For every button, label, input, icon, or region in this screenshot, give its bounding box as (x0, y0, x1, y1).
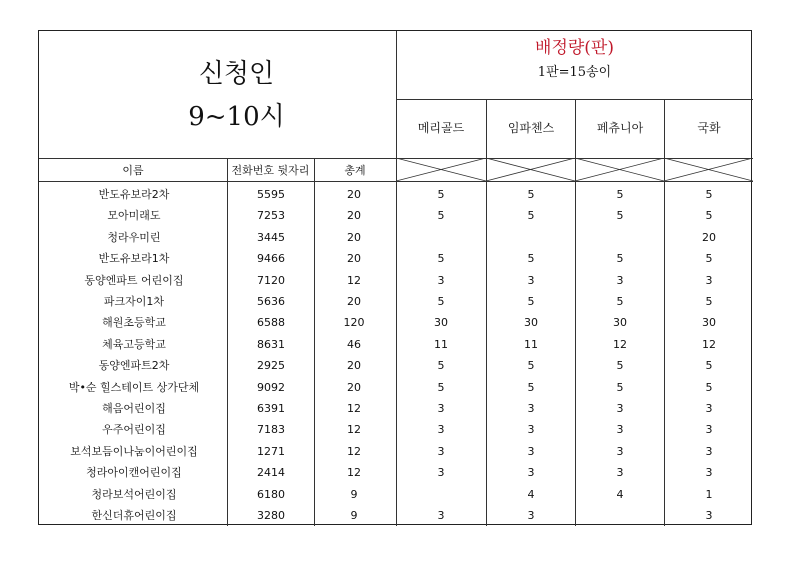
divider (39, 181, 753, 182)
row-applicant-name: 파크자이1차 (103, 295, 165, 308)
row-qty-petunia: 3 (616, 423, 624, 437)
row-qty-petunia: 5 (616, 295, 624, 308)
row-total: 9 (350, 487, 358, 501)
row-qty-chrysanthemum: 20 (702, 230, 716, 244)
row-qty-chrysanthemum: 3 (705, 402, 713, 415)
row-qty-marigold: 3 (437, 402, 445, 415)
row-phone-last4: 7120 (257, 273, 285, 287)
row-qty-chrysanthemum: 30 (702, 316, 716, 330)
row-applicant-name: 우주어린이집 (102, 423, 166, 437)
row-applicant-name: 모아미래도 (107, 209, 161, 223)
row-qty-petunia: 5 (616, 188, 624, 201)
row-qty-marigold: 11 (434, 337, 448, 351)
row-phone-last4: 9466 (257, 252, 285, 266)
row-qty-impatiens: 5 (527, 188, 535, 201)
row-qty-petunia: 3 (616, 444, 624, 458)
allocation-note: 1판=15송이 (537, 65, 612, 80)
column-header-name: 이름 (122, 164, 144, 177)
flower-header-petunia: 페츄니아 (596, 121, 644, 135)
row-qty-chrysanthemum: 12 (702, 337, 716, 351)
row-total: 20 (347, 359, 361, 373)
flower-header-marigold: 메리골드 (417, 121, 465, 135)
row-phone-last4: 5595 (257, 188, 285, 201)
allocation-sheet (38, 30, 752, 525)
row-applicant-name: 청라아이캔어린이집 (86, 466, 182, 480)
row-applicant-name: 동양엔파트2차 (98, 359, 170, 373)
row-qty-marigold: 5 (437, 188, 445, 201)
row-total: 12 (347, 444, 361, 458)
row-qty-marigold: 5 (437, 380, 445, 394)
row-total: 46 (347, 337, 361, 351)
row-qty-impatiens: 5 (527, 359, 535, 373)
allocation-title: 배정량(판) (535, 38, 614, 58)
row-qty-marigold: 30 (434, 316, 448, 330)
row-qty-petunia: 5 (616, 380, 624, 394)
row-qty-petunia (576, 227, 664, 248)
row-qty-petunia: 5 (616, 209, 624, 223)
row-applicant-name: 해원초등학교 (102, 316, 166, 330)
row-applicant-name: 체육고등학교 (102, 337, 166, 351)
row-qty-chrysanthemum: 5 (705, 380, 713, 394)
time-slot: 9~10시 (188, 102, 285, 132)
row-qty-petunia: 3 (616, 273, 624, 287)
row-qty-impatiens (487, 227, 575, 248)
row-qty-marigold: 5 (437, 359, 445, 373)
row-phone-last4: 6391 (257, 402, 285, 415)
row-qty-marigold: 3 (437, 444, 445, 458)
row-total: 120 (343, 316, 365, 330)
row-qty-impatiens: 3 (527, 466, 535, 480)
row-qty-marigold: 3 (437, 466, 445, 480)
flower-header-impatiens: 임파첸스 (507, 121, 555, 135)
row-qty-petunia: 5 (616, 359, 624, 373)
row-qty-chrysanthemum: 1 (705, 487, 713, 501)
row-total: 12 (347, 466, 361, 480)
row-total: 12 (347, 423, 361, 437)
row-phone-last4: 5636 (257, 295, 285, 308)
row-applicant-name: 반도유보라1차 (98, 252, 170, 266)
row-qty-marigold: 3 (437, 509, 445, 522)
row-total: 12 (347, 402, 361, 415)
applicant-title: 신청인 (198, 59, 275, 89)
row-qty-impatiens: 5 (527, 252, 535, 266)
row-qty-impatiens: 3 (527, 509, 535, 522)
row-qty-petunia (576, 505, 664, 526)
row-qty-impatiens: 3 (527, 402, 535, 415)
row-qty-chrysanthemum: 3 (705, 466, 713, 480)
row-total: 20 (347, 209, 361, 223)
row-qty-marigold (397, 484, 485, 505)
row-phone-last4: 9092 (257, 380, 285, 394)
row-qty-petunia: 30 (613, 316, 627, 330)
row-qty-impatiens: 3 (527, 444, 535, 458)
row-applicant-name: 보석보듬이나눔이어린이집 (70, 444, 198, 458)
row-qty-marigold: 5 (437, 209, 445, 223)
row-qty-impatiens: 4 (527, 487, 535, 501)
row-qty-petunia: 3 (616, 466, 624, 480)
row-qty-marigold: 5 (437, 295, 445, 308)
row-total: 9 (350, 509, 358, 522)
header-diagonal-lines (396, 158, 753, 181)
row-qty-chrysanthemum: 5 (705, 295, 713, 308)
row-applicant-name: 해음어린이집 (102, 402, 166, 415)
row-qty-impatiens: 5 (527, 295, 535, 308)
row-total: 20 (347, 295, 361, 308)
row-qty-petunia: 3 (616, 402, 624, 415)
row-qty-chrysanthemum: 3 (705, 444, 713, 458)
row-qty-marigold: 5 (437, 252, 445, 266)
row-phone-last4: 1271 (257, 444, 285, 458)
row-total: 12 (347, 273, 361, 287)
row-qty-impatiens: 30 (524, 316, 538, 330)
column-header-phone: 전화번호 뒷자리 (231, 164, 310, 177)
row-phone-last4: 7183 (257, 423, 285, 437)
row-qty-chrysanthemum: 5 (705, 359, 713, 373)
row-qty-chrysanthemum: 5 (705, 188, 713, 201)
row-phone-last4: 2414 (257, 466, 285, 480)
row-qty-impatiens: 5 (527, 380, 535, 394)
row-qty-marigold (397, 227, 485, 248)
flower-header-chrysanthemum: 국화 (697, 121, 721, 135)
row-applicant-name: 반도유보라2차 (98, 188, 170, 201)
row-qty-chrysanthemum: 5 (705, 252, 713, 266)
row-qty-marigold: 3 (437, 423, 445, 437)
row-qty-impatiens: 5 (527, 209, 535, 223)
row-total: 20 (347, 230, 361, 244)
row-phone-last4: 2925 (257, 359, 285, 373)
row-total: 20 (347, 380, 361, 394)
row-applicant-name: 청라보석어린이집 (91, 487, 177, 501)
row-phone-last4: 7253 (257, 209, 285, 223)
row-applicant-name: 한신더휴어린이집 (91, 509, 177, 522)
row-qty-marigold: 3 (437, 273, 445, 287)
row-total: 20 (347, 252, 361, 266)
row-qty-chrysanthemum: 3 (705, 509, 713, 522)
row-qty-petunia: 4 (616, 487, 624, 501)
row-qty-impatiens: 3 (527, 273, 535, 287)
row-applicant-name: 박•순 힐스테이트 상가단체 (68, 380, 200, 394)
row-phone-last4: 6588 (257, 316, 285, 330)
row-total: 20 (347, 188, 361, 201)
row-qty-chrysanthemum: 3 (705, 273, 713, 287)
row-phone-last4: 3280 (257, 509, 285, 522)
row-applicant-name: 청라우미린 (107, 230, 161, 244)
row-phone-last4: 3445 (257, 230, 285, 244)
row-qty-chrysanthemum: 5 (705, 209, 713, 223)
column-header-total: 총계 (344, 164, 366, 177)
row-qty-petunia: 12 (613, 337, 627, 351)
row-qty-chrysanthemum: 3 (705, 423, 713, 437)
row-phone-last4: 6180 (257, 487, 285, 501)
row-qty-petunia: 5 (616, 252, 624, 266)
row-qty-impatiens: 3 (527, 423, 535, 437)
row-phone-last4: 8631 (257, 337, 285, 351)
row-qty-impatiens: 11 (524, 337, 538, 351)
row-applicant-name: 동양엔파트 어린이집 (84, 273, 184, 287)
